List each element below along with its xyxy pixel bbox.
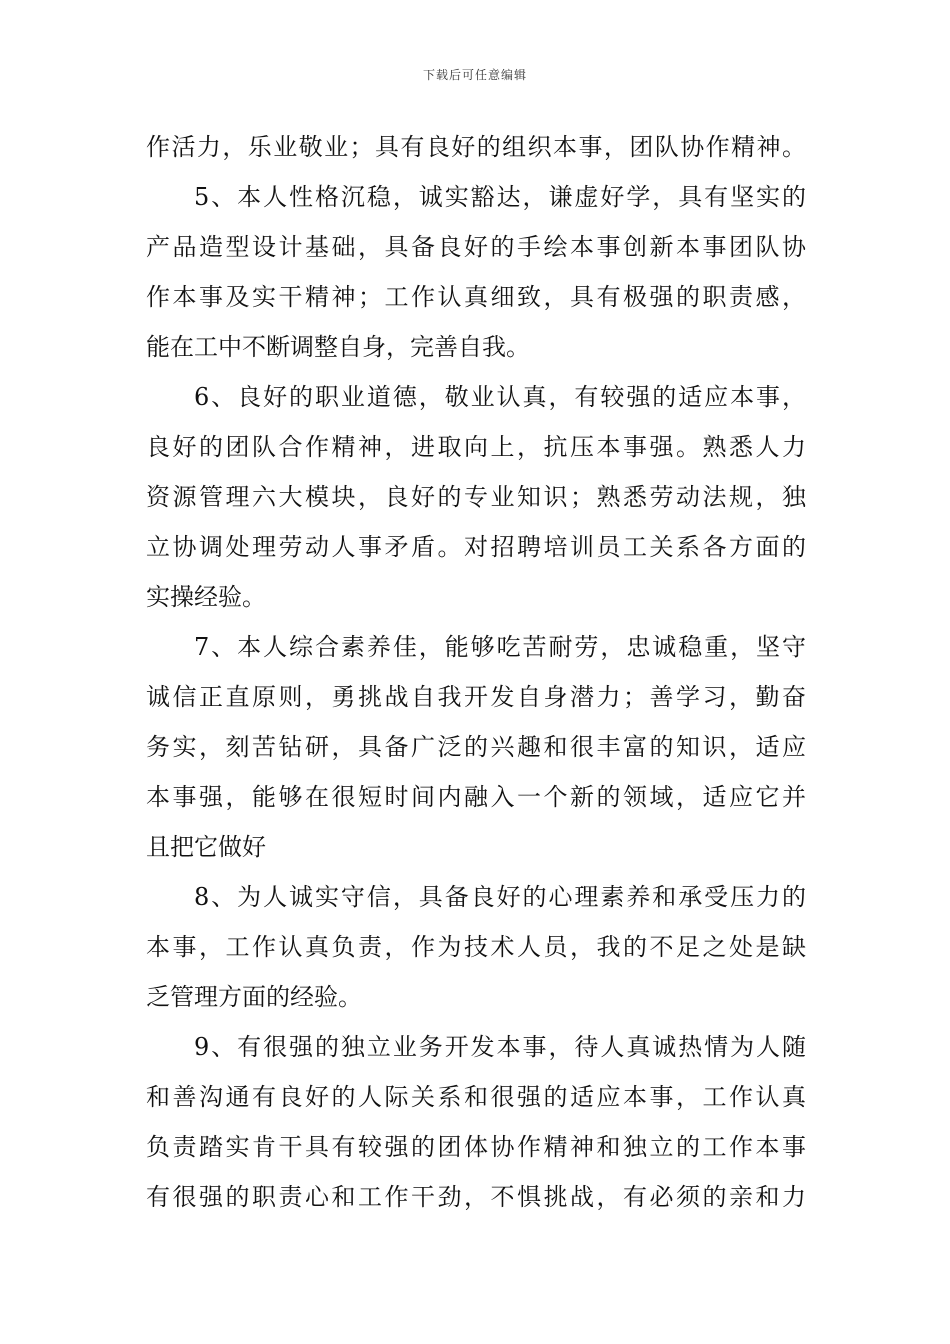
- body-text: [146, 122, 806, 1222]
- text-line: 务实，刻苦钻研，具备广泛的兴趣和很丰富的知识，适应: [146, 733, 806, 761]
- text-line: 本事，工作认真负责，作为技术人员，我的不足之处是缺: [146, 933, 806, 961]
- text-line: 良好的团队合作精神，进取向上，抗压本事强。熟悉人力: [146, 433, 806, 461]
- text-line: 且把它做好: [146, 833, 266, 861]
- text-line-item-9: 9、有很强的独立业务开发本事，待人真诚热情为人随: [194, 1033, 806, 1061]
- text-line: 作本事及实干精神；工作认真细致，具有极强的职责感，: [146, 283, 806, 311]
- text-line-item-5: 5、本人性格沉稳，诚实豁达，谦虚好学，具有坚实的: [194, 183, 806, 211]
- text-line: 本事强，能够在很短时间内融入一个新的领域，适应它并: [146, 783, 806, 811]
- text-line: 资源管理六大模块，良好的专业知识；熟悉劳动法规，独: [146, 483, 806, 511]
- text-line: 乏管理方面的经验。: [146, 983, 362, 1011]
- text-line: 负责踏实肯干具有较强的团体协作精神和独立的工作本事: [146, 1133, 806, 1161]
- header-note: 下载后可任意编辑: [422, 68, 527, 82]
- text-line: 立协调处理劳动人事矛盾。对招聘培训员工关系各方面的: [146, 533, 806, 561]
- text-line-item-8: 8、为人诚实守信，具备良好的心理素养和承受压力的: [194, 883, 806, 911]
- text-line: 作活力，乐业敬业；具有良好的组织本事，团队协作精神。: [146, 133, 806, 161]
- text-line-item-6: 6、良好的职业道德，敬业认真，有较强的适应本事，: [194, 383, 806, 411]
- text-line: 诚信正直原则，勇挑战自我开发自身潜力；善学习，勤奋: [146, 683, 806, 711]
- text-line: 有很强的职责心和工作干劲，不惧挑战，有必须的亲和力: [146, 1183, 806, 1211]
- text-line: 产品造型设计基础，具备良好的手绘本事创新本事团队协: [146, 233, 806, 261]
- text-line: 实操经验。: [146, 583, 266, 611]
- text-line: 和善沟通有良好的人际关系和很强的适应本事，工作认真: [146, 1083, 806, 1111]
- text-line: 能在工中不断调整自身，完善自我。: [146, 333, 530, 361]
- text-line-item-7: 7、本人综合素养佳，能够吃苦耐劳，忠诚稳重，坚守: [194, 633, 806, 661]
